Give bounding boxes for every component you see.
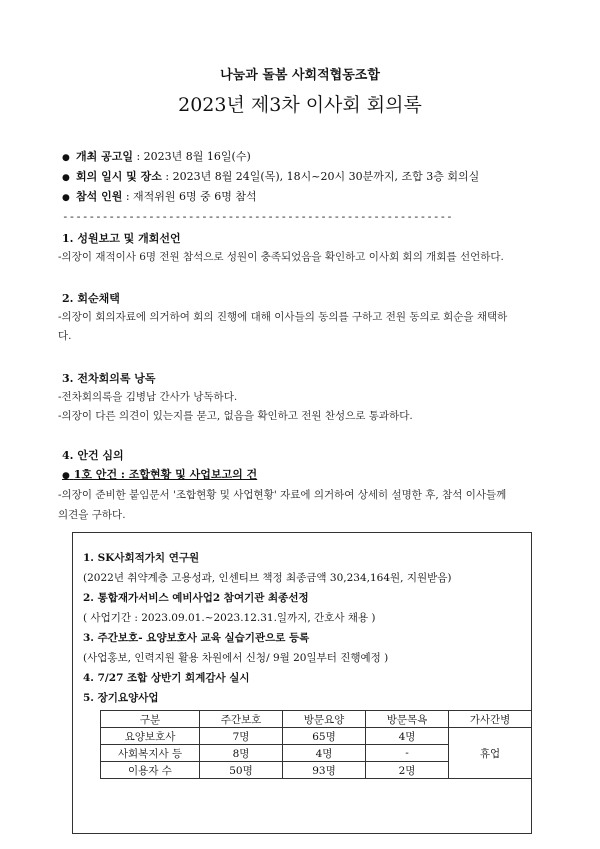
section-1-title: 1. 성원보고 및 개회선언 (62, 232, 181, 245)
table-cell: 50명 (200, 762, 283, 779)
info-label: 참석 인원 (76, 190, 123, 203)
section-2-line-2: 다. (58, 330, 72, 342)
report-item-1: 1. SK사회적가치 연구원 (83, 552, 200, 564)
table-header-cell: 방문목욕 (366, 711, 449, 728)
section-3-title: 3. 전차회의록 낭독 (62, 372, 156, 385)
organization-name: 나눔과 돌봄 사회적협동조합 (220, 68, 380, 83)
table-cell: 4명 (366, 728, 449, 745)
section-2-line-1: -의장이 회의자료에 의거하여 회의 진행에 대해 이사들의 동의를 구하고 전원 동의로 회순을 채택하 (58, 311, 508, 323)
report-item-4: 4. 7/27 조합 상반기 회계감사 실시 (83, 672, 250, 684)
table-cell: 사회복지사 등 (101, 745, 200, 762)
table-cell: 65명 (283, 728, 366, 745)
info-label: 개최 공고일 (76, 150, 133, 163)
table-cell: 이용자 수 (101, 762, 200, 779)
info-notice-date (62, 148, 251, 164)
business-report-box (72, 532, 532, 834)
section-3-line-2: -의장이 다른 의견이 있는지를 묻고, 없음을 확인하고 전원 찬성으로 통과하다. (58, 410, 413, 422)
section-4-line-2: 의견을 구하다. (58, 509, 126, 521)
table-cell: - (366, 745, 449, 762)
report-item-3-detail: (사업홍보, 인력지원 활용 차원에서 신청/ 9월 20일부터 진행예정 ) (83, 652, 389, 664)
table-header-cell: 방문요양 (283, 711, 366, 728)
report-item-1-detail: (2022년 취약계층 고용성과, 인센티브 책정 최종금액 30,234,164원, 지원받음) (83, 572, 452, 584)
bullet-icon: ● (62, 193, 70, 203)
info-label: 회의 일시 및 장소 (76, 170, 162, 183)
table-header-cell: 구분 (101, 711, 200, 728)
info-attendance (62, 188, 257, 204)
table-header-row (101, 711, 532, 728)
table-header-cell: 가사간병 (449, 711, 532, 728)
section-1-line: -의장이 재적이사 6명 전원 참석으로 성원이 충족되었음을 확인하고 이사회 회의 개회를 선언하다. (58, 251, 504, 263)
report-item-3: 3. 주간보호- 요양보호사 교육 실습기관으로 등록 (83, 632, 310, 644)
section-3-line-1: -전차회의록을 김병남 간사가 낭독하다. (58, 391, 238, 403)
table-header-cell: 주간보호 (200, 711, 283, 728)
report-item-5: 5. 장기요양사업 (83, 692, 159, 704)
report-item-2: 2. 통합재가서비스 예비사업2 참여기관 최종선정 (83, 592, 309, 604)
table-cell: 요양보호사 (101, 728, 200, 745)
agenda-item-1 (62, 466, 257, 482)
info-value: : 2023년 8월 16일(수) (132, 150, 251, 163)
agenda-item-1-label: 1호 안건 : 조합현황 및 사업보고의 건 (73, 468, 258, 481)
section-2-title: 2. 회순채택 (62, 292, 120, 305)
bullet-icon: ● (62, 471, 70, 481)
document-title: 2023년 제3차 이사회 회의록 (178, 94, 422, 116)
bullet-icon: ● (62, 173, 70, 183)
section-4-title: 4. 안건 심의 (62, 449, 124, 462)
table-merged-cell: 휴업 (449, 728, 532, 779)
table-cell: 2명 (366, 762, 449, 779)
table-cell: 7명 (200, 728, 283, 745)
table-cell: 4명 (283, 745, 366, 762)
table-cell: 8명 (200, 745, 283, 762)
info-value: : 재적위원 6명 중 6명 참석 (122, 190, 257, 203)
table-cell: 93명 (283, 762, 366, 779)
report-item-2-detail: ( 사업기간 : 2023.09.01.~2023.12.31.일까지, 간호사 채용 ) (83, 612, 376, 624)
section-divider: ----------------------------------------------------------- (62, 210, 453, 223)
long-term-care-table (100, 710, 532, 779)
section-4-line-1: -의장이 준비한 붙임문서 '조합현황 및 사업현황' 자료에 의거하여 상세히 설명한 후, 참석 이사들께 (58, 489, 507, 501)
info-meeting-time-place (62, 168, 479, 184)
bullet-icon: ● (62, 153, 70, 163)
table-row (101, 728, 532, 745)
info-value: : 2023년 8월 24일(목), 18시~20시 30분까지, 조합 3층 회의실 (161, 170, 480, 183)
